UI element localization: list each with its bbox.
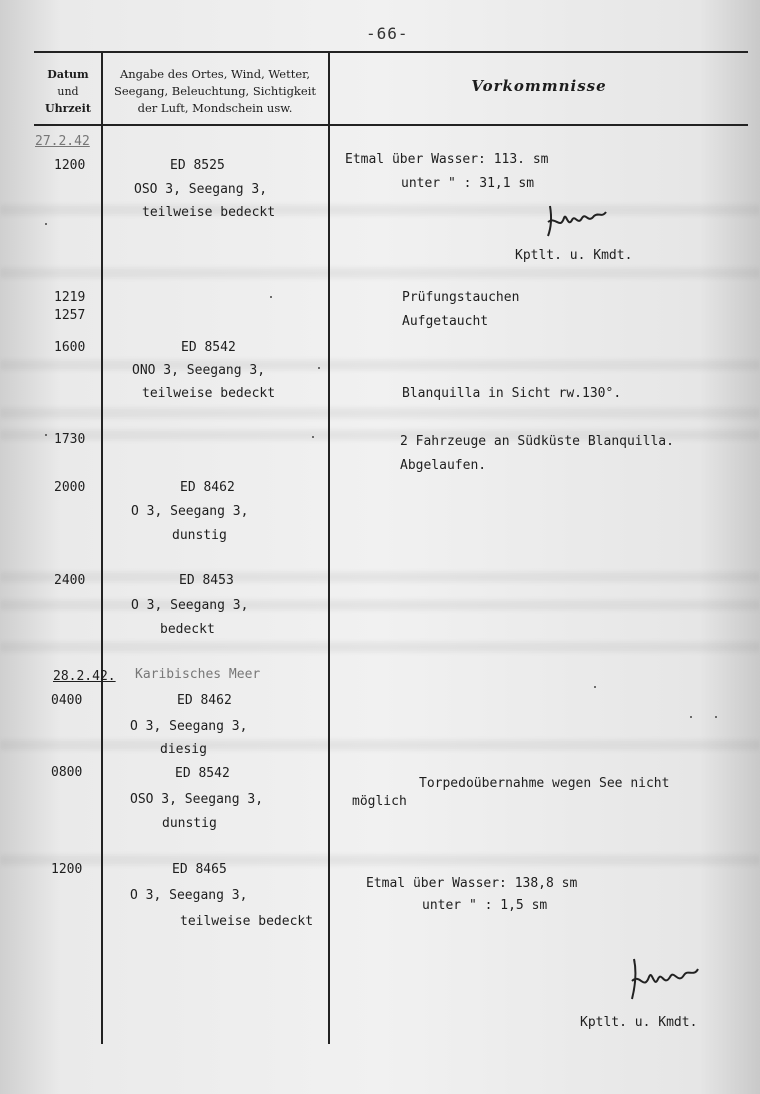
- header-location-line-1: Angabe des Ortes, Wind, Wetter,: [119, 67, 311, 81]
- signature-2: [624, 955, 704, 1005]
- speck: [318, 367, 320, 369]
- header-date-line-2: und: [57, 85, 79, 98]
- position-2400: ED 8453: [179, 573, 234, 588]
- weather-0800-line2: dunstig: [162, 816, 217, 831]
- header-rule: [34, 124, 748, 126]
- time-1200-b: 1200: [51, 862, 83, 877]
- weather-1200-line1: OSO 3, Seegang 3,: [134, 182, 268, 197]
- position-1600: ED 8542: [181, 340, 236, 355]
- column-divider-2: [328, 52, 330, 1044]
- weather-2000-line1: O 3, Seegang 3,: [131, 504, 249, 519]
- date-28-2-42: 28.2.42.: [53, 669, 116, 684]
- header-events: Vorkommnisse: [471, 77, 607, 95]
- etmal-1-line1: Etmal über Wasser: 113. sm: [345, 152, 549, 167]
- time-1219: 1219: [54, 290, 86, 305]
- weather-2400-line1: O 3, Seegang 3,: [131, 598, 249, 613]
- date-place: Karibisches Meer: [135, 667, 261, 682]
- weather-2400-line2: bedeckt: [160, 622, 215, 637]
- date-27-2-42: 27.2.42: [35, 134, 90, 149]
- speck: [594, 686, 596, 688]
- speck: [312, 436, 314, 438]
- speck: [270, 296, 272, 298]
- page-number: -66-: [366, 24, 409, 43]
- event-blanquilla: Blanquilla in Sicht rw.130°.: [402, 386, 622, 401]
- weather-1200-b-line1: O 3, Seegang 3,: [130, 888, 248, 903]
- speck: [690, 716, 692, 718]
- weather-1200-b-line2: teilweise bedeckt: [180, 914, 314, 929]
- time-1600: 1600: [54, 340, 86, 355]
- position-1200-b: ED 8465: [172, 862, 227, 877]
- event-torpedo-line2: möglich: [352, 794, 407, 809]
- header-location-weather: [103, 66, 327, 117]
- time-1730: 1730: [54, 432, 86, 447]
- event-pruefungstauchen: Prüfungstauchen: [402, 290, 520, 305]
- header-date-line-3: Uhrzeit: [45, 102, 91, 115]
- signature-1: [542, 200, 612, 242]
- event-abgelaufen: Abgelaufen.: [400, 458, 487, 473]
- time-1257: 1257: [54, 308, 86, 323]
- header-date-time: [36, 66, 100, 117]
- etmal-2-line1: Etmal über Wasser: 138,8 sm: [366, 876, 578, 891]
- time-2400: 2400: [54, 573, 86, 588]
- time-2000: 2000: [54, 480, 86, 495]
- event-aufgetaucht: Aufgetaucht: [402, 314, 489, 329]
- signature-caption-1: Kptlt. u. Kmdt.: [515, 248, 633, 263]
- speck: [45, 223, 47, 225]
- time-0800: 0800: [51, 765, 83, 780]
- weather-1600-line1: ONO 3, Seegang 3,: [132, 363, 266, 378]
- position-0400: ED 8462: [177, 693, 232, 708]
- weather-1200-line2: teilweise bedeckt: [142, 205, 276, 220]
- weather-0400-line2: diesig: [160, 742, 207, 757]
- weather-0800-line1: OSO 3, Seegang 3,: [130, 792, 264, 807]
- header-date-line-1: Datum: [47, 68, 89, 81]
- etmal-2-line2: unter " : 1,5 sm: [422, 898, 548, 913]
- weather-0400-line1: O 3, Seegang 3,: [130, 719, 248, 734]
- event-fahrzeuge: 2 Fahrzeuge an Südküste Blanquilla.: [400, 434, 674, 449]
- speck: [715, 716, 717, 718]
- position-0800: ED 8542: [175, 766, 230, 781]
- header-location-line-2: Seegang, Beleuchtung, Sichtigkeit: [113, 84, 317, 98]
- header-location-line-3: der Luft, Mondschein usw.: [137, 101, 293, 115]
- position-2000: ED 8462: [180, 480, 235, 495]
- speck: [45, 434, 47, 436]
- column-divider-1: [101, 52, 103, 1044]
- weather-2000-line2: dunstig: [172, 528, 227, 543]
- etmal-1-line2: unter " : 31,1 sm: [401, 176, 535, 191]
- position-1200: ED 8525: [170, 158, 225, 173]
- weather-1600-line2: teilweise bedeckt: [142, 386, 276, 401]
- time-0400: 0400: [51, 693, 83, 708]
- top-rule: [34, 51, 748, 53]
- signature-caption-2: Kptlt. u. Kmdt.: [580, 1015, 698, 1030]
- event-torpedo-line1: Torpedoübernahme wegen See nicht: [419, 776, 670, 791]
- time-1200: 1200: [54, 158, 86, 173]
